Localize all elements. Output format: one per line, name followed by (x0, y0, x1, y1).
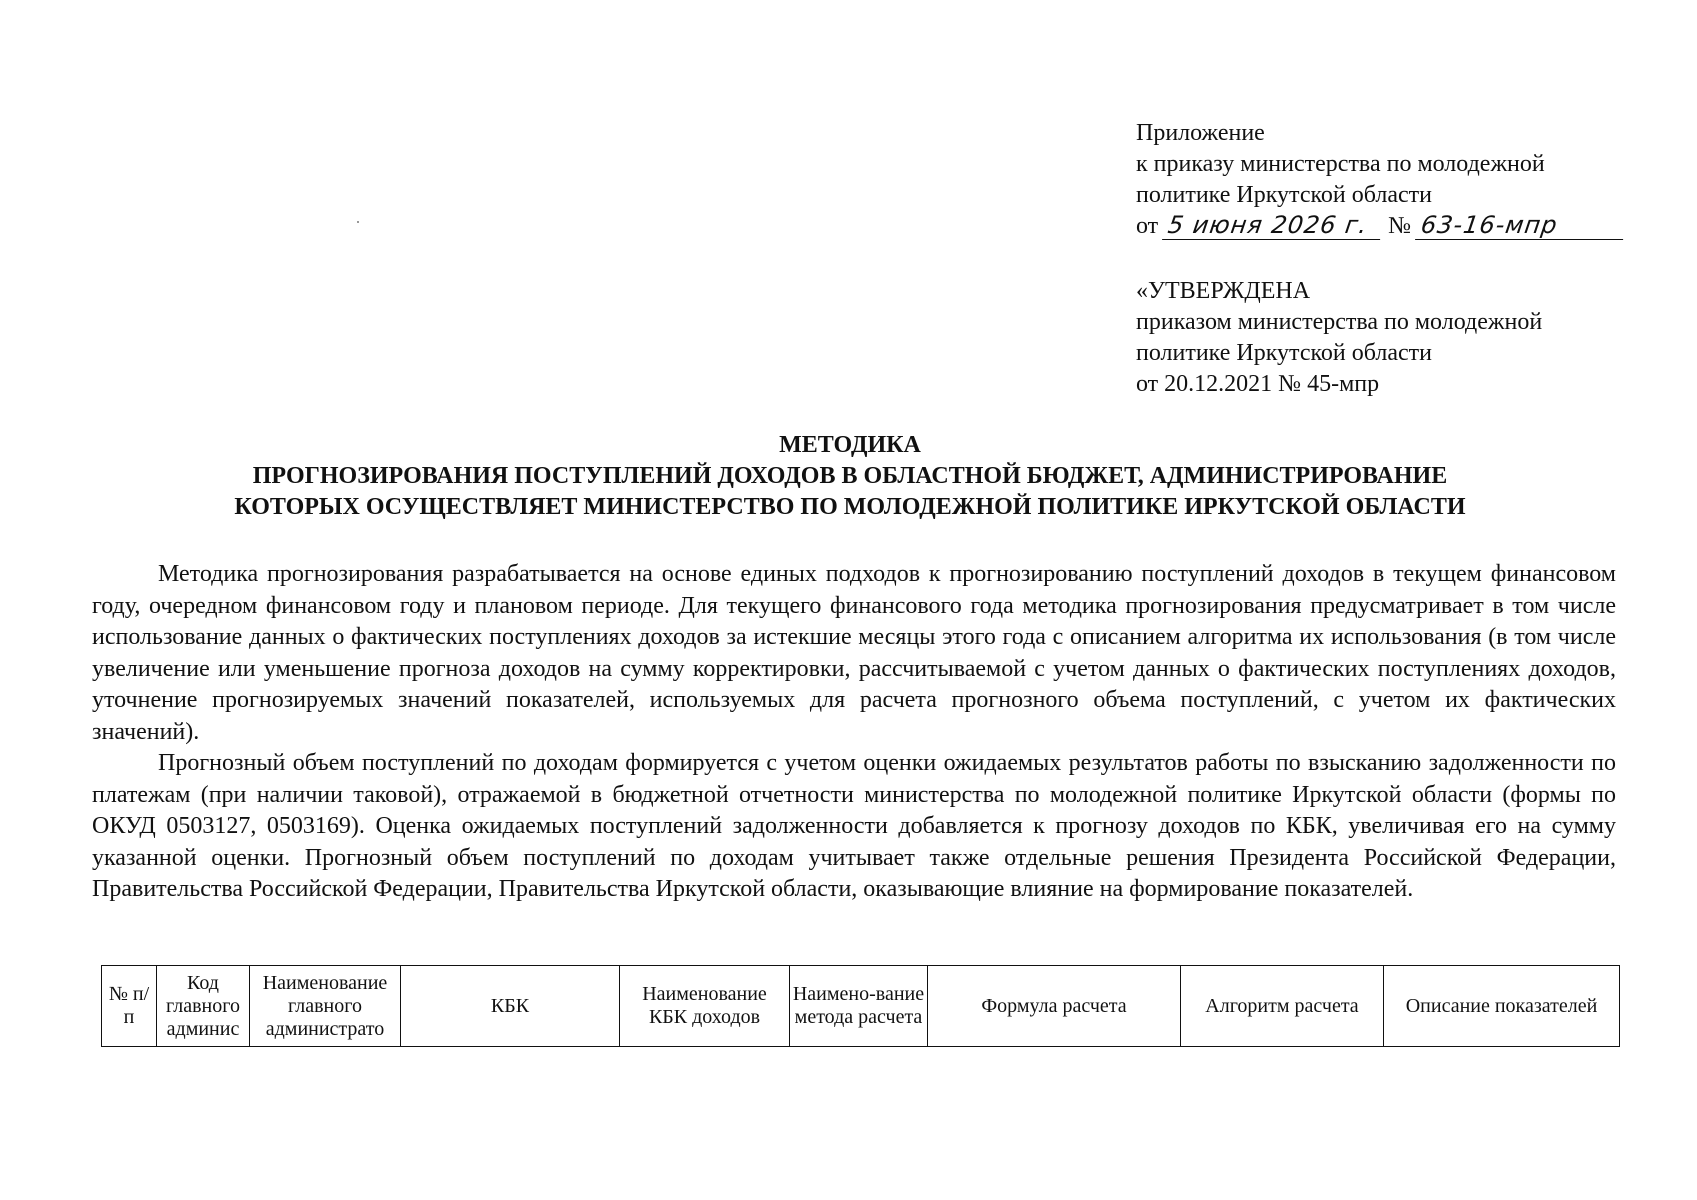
header-method-name: Наимено-вание метода расчета (790, 966, 928, 1047)
title-line-3: КОТОРЫХ ОСУЩЕСТВЛЯЕТ МИНИСТЕРСТВО ПО МОЛОДЕЖНОЙ ПОЛИТИКЕ ИРКУТСКОЙ ОБЛАСТИ (234, 494, 1466, 520)
approved-header (1136, 276, 1636, 400)
title-line-1: МЕТОДИКА (779, 432, 921, 458)
header-formula: Формула расчета (928, 966, 1181, 1047)
handwritten-order-number: 63-16-мпр (1415, 212, 1627, 240)
document-body (92, 559, 1616, 906)
appendix-header (1136, 118, 1636, 242)
header-kbk-name: Наименование КБК доходов (620, 966, 790, 1047)
approved-region-line: политике Иркутской области (1136, 340, 1432, 366)
table-header-row (102, 966, 1620, 1047)
paragraph-1: Методика прогнозирования разрабатывается на основе единых подходов к прогнозированию поступлений доходов в текущем финансовом году, очередном финансовом году и плановом периоде. Для текущего финансового года методика прогнозирования предусматривает в том числе использование данных о фактических поступлениях доходов за истекшие месяцы этого года с описанием алгоритма их использования (в том числе увеличение или уменьшение прогноза доходов на сумму корректировки, рассчитываемой с учетом данных о фактических поступлениях доходов, уточнение прогнозируемых значений показателей, используемых для расчета прогнозного объема поступлений, с учетом их фактических значений). (92, 561, 1616, 745)
approved-date-line: от 20.12.2021 № 45-мпр (1136, 371, 1380, 397)
scan-artifact-dot (357, 221, 359, 223)
methodology-table (101, 965, 1620, 1047)
header-kbk: КБК (401, 966, 620, 1047)
paragraph-2: Прогнозный объем поступлений по доходам формируется с учетом оценки ожидаемых результатов работы по взысканию задолженности по платежам (при наличии таковой), отражаемой в бюджетной отчетности министерства по молодежной политике Иркутской области (формы по ОКУД 0503127, 0503169). Оценка ожидаемых поступлений задолженности добавляется к прогнозу доходов по КБК, увеличивая его на сумму указанной оценки. Прогнозный объем поступлений по доходам учитывает также отдельные решения Президента Российской Федерации, Правительства Российской Федерации, Правительства Иркутской области, оказывающие влияние на формирование показателей. (92, 750, 1616, 902)
header-admin-code: Код главного админис (157, 966, 250, 1047)
approved-order-line: приказом министерства по молодежной (1136, 309, 1543, 335)
header-algorithm: Алгоритм расчета (1181, 966, 1384, 1047)
appendix-order-line: к приказу министерства по молодежной (1136, 151, 1545, 177)
appendix-from-label: от (1136, 213, 1159, 239)
appendix-date-number-line (1136, 211, 1636, 242)
document-title (90, 430, 1610, 523)
header-number: № п/п (102, 966, 157, 1047)
approved-title: «УТВЕРЖДЕНА (1136, 278, 1311, 304)
appendix-number-label: № (1388, 213, 1412, 239)
header-admin-name: Наименование главного администрато (250, 966, 401, 1047)
appendix-title: Приложение (1136, 120, 1265, 146)
handwritten-date: 5 июня 2026 г. (1162, 212, 1384, 240)
header-indicators: Описание показателей (1384, 966, 1620, 1047)
title-line-2: ПРОГНОЗИРОВАНИЯ ПОСТУПЛЕНИЙ ДОХОДОВ В ОБЛАСТНОЙ БЮДЖЕТ, АДМИНИСТРИРОВАНИЕ (252, 463, 1448, 489)
appendix-region-line: политике Иркутской области (1136, 182, 1432, 208)
